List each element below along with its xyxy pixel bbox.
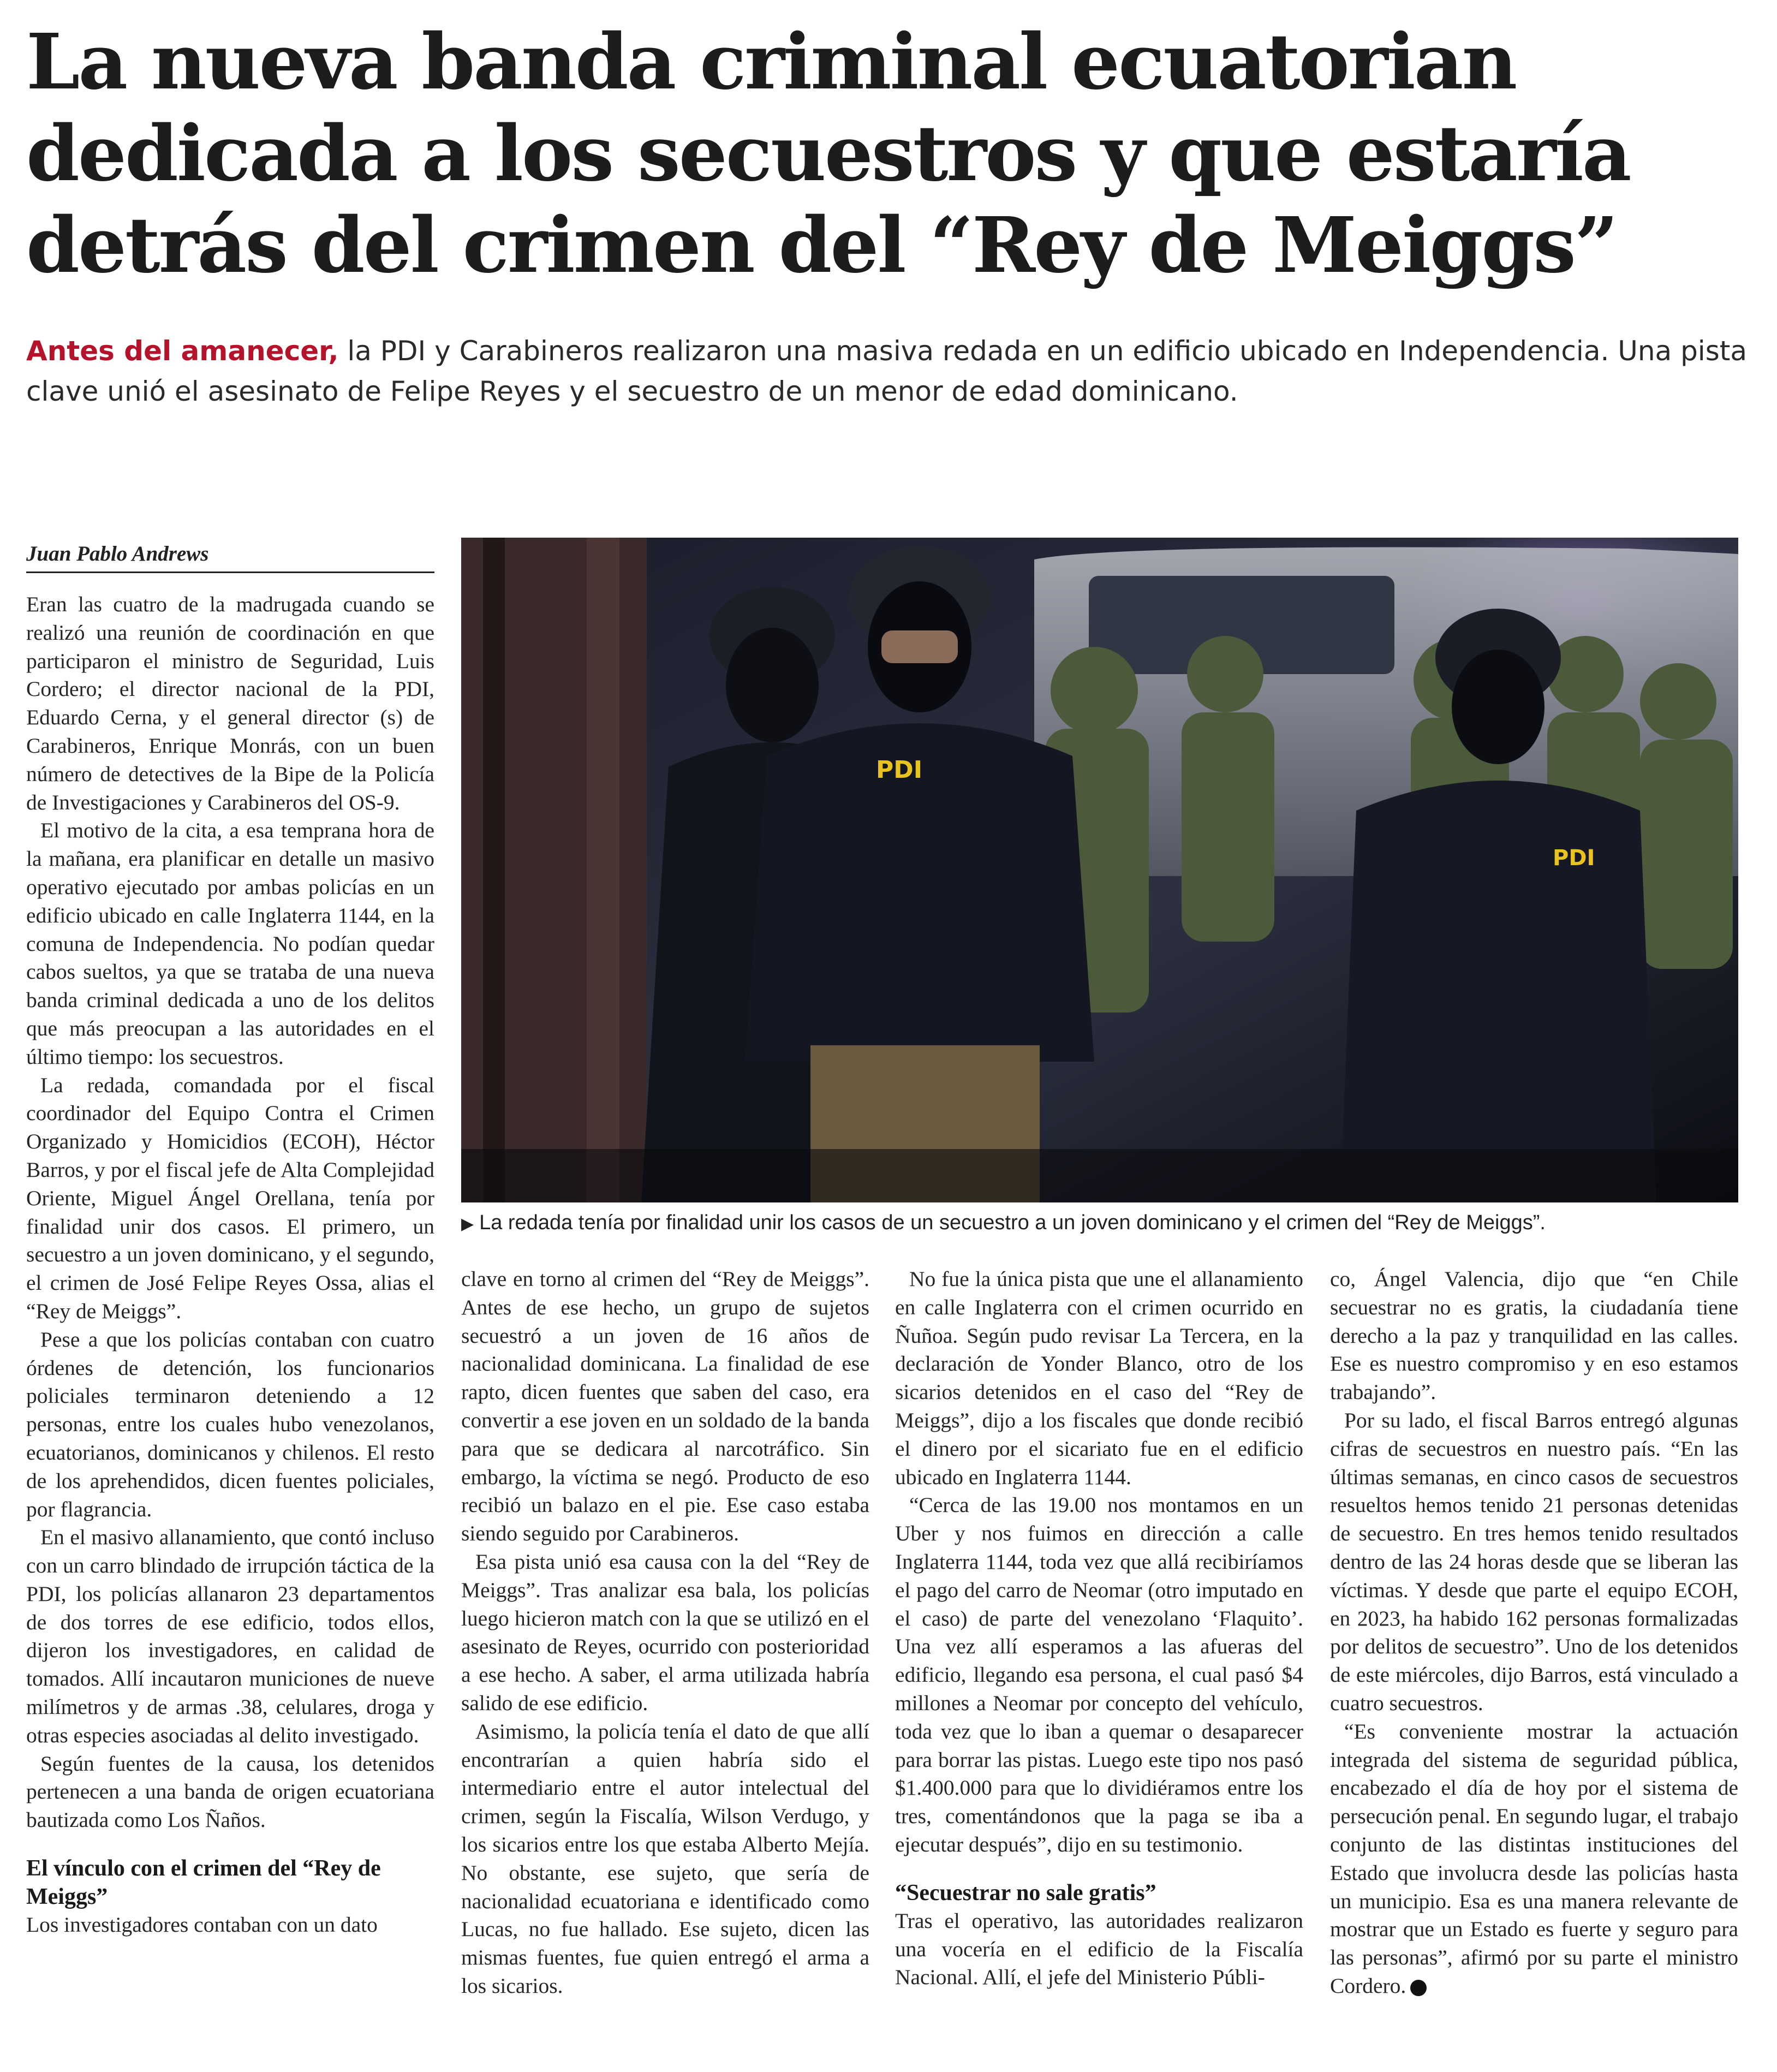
paragraph: Tras el operativo, las autoridades realizaron una vocería en el edificio de la Fiscalía Nacional. Allí, el jefe del Ministerio Públi- [895,1908,1303,1990]
byline: Juan Pablo Andrews [26,541,434,573]
paragraph: Esa pista unió esa causa con la del “Rey de Meiggs”. Tras analizar esa bala, los policías luego hicieron match con la que se utilizó en el asesinato de Reyes, ocurrido con posterioridad a ese hecho. A saber, el arma utilizada habría salido de ese edificio. [461,1549,869,1715]
paragraph: No fue la única pista que une el allanamiento en calle Inglaterra con el crimen ocurrido en Ñuñoa. Según pudo revisar La Tercera, en la declaración de Yonder Blanco, otro de los sicarios detenidos en el caso del “Rey de Meiggs”, dijo a los fiscales que donde recibió el dinero por el sicariato fue en el edificio ubicado en Inglaterra 1144. [895,1267,1303,1489]
headline: La nueva banda criminal ecuatorian dedicada a los secuestros y que estaría detrás del crimen del “Rey de Meiggs” [26,17,1630,290]
article-column-2 [461,1265,869,2000]
paragraph: El motivo de la cita, a esa temprana hora de la mañana, era planificar en detalle un masivo operativo ejecutado por ambas policías en un edificio ubicado en calle Inglaterra 1144, en la comuna de Independencia. No podían quedar cabos sueltos, ya que se trataba de una nueva banda criminal dedicada a uno de los delitos que más preocupan a las autoridades en el último tiempo: los secuestros. [26,818,434,1069]
dek [26,331,1751,412]
paragraph: clave en torno al crimen del “Rey de Meiggs”. Antes de ese hecho, un grupo de sujetos secuestró a un joven de 16 años de nacionalidad dominicana. La finalidad de ese rapto, dicen fuentes que saben del caso, era convertir a ese joven en un soldado de la banda para que se dedicara al narcotráfico. Sin embargo, la víctima se negó. Producto de eso recibió un balazo en el pie. Ese caso estaba siendo seguido por Carabineros. [461,1267,869,1546]
dek-text: la PDI y Carabineros realizaron una masiva redada en un edificio ubicado en Independencia. Una pista clave unió el asesinato de Felipe Reyes y el secuestro de un menor de edad dominicano. [26,335,1747,407]
paragraph: Asimismo, la policía tenía el dato de que allí encontrarían a quien habría sido el intermediario entre el autor intelectual del crimen, según la Fiscalía, Wilson Verdugo, y los sicarios entre los que estaba Alberto Mejía. No obstante, ese sujeto, que sería de nacionalidad ecuatoriana e identificado como Lucas, no fue hallado. Ese sujeto, dicen las mismas fuentes, fue quien entregó el arma a los sicarios. [461,1719,869,1998]
caption-arrow-icon: ▶ [461,1215,474,1233]
article-column-4 [1330,1265,1738,2000]
dek-lead: Antes del amanecer, [26,335,339,367]
police-raid-photo [461,538,1738,1202]
subheading: “Secuestrar no sale gratis” [895,1880,1156,1906]
paragraph: Eran las cuatro de la madrugada cuando se realizó una reunión de coordinación en que participaron el ministro de Seguridad, Luis Cordero; el director nacional de la PDI, Eduardo Cerna, y el general director (s) de Carabineros, Enrique Monrás, con un buen número de detectives de la Bipe de la Policía de Investigaciones y Carabineros del OS-9. [26,592,434,814]
article-column-1 [26,591,434,1939]
paragraph: La redada, comandada por el fiscal coordinador del Equipo Contra el Crimen Organizado y Homicidios (ECOH), Héctor Barros, y por el fiscal jefe de Alta Complejidad Oriente, Miguel Ángel Orellana, tenía por finalidad unir dos casos. El primero, un secuestro a un joven dominicano, y el segundo, el crimen de José Felipe Reyes Ossa, alias el “Rey de Meiggs”. [26,1073,434,1323]
paragraph: En el masivo allanamiento, que contó incluso con un carro blindado de irrupción táctica de la PDI, los policías allanaron 23 departamentos de dos torres de ese edificio, todos ellos, dijeron los investigadores, en calidad de tomados. Allí incautaron municiones de nueve milímetros y de armas .38, celulares, droga y otras especies asociadas al delito investigado. [26,1525,434,1747]
photo-caption [461,1208,1771,1239]
paragraph: Por su lado, el fiscal Barros entregó algunas cifras de secuestros en nuestro país. “En las últimas semanas, en cinco casos de secuestros resueltos hemos tenido 21 personas detenidas de secuestro. En tres hemos tenido resultados dentro de las 24 horas desde que se liberan las víctimas. Y desde que parte el equipo ECOH, en 2023, ha habido 162 personas formalizadas por delitos de secuestro”. Uno de los detenidos de este miércoles, dijo Barros, está vinculado a cuatro secuestros. [1330,1408,1738,1715]
paragraph: Los investigadores contaban con un dato [26,1913,378,1937]
paragraph-text: “Es conveniente mostrar la actuación integrada del sistema de seguridad pública, encabezado el día de hoy por el sistema de persecución penal. En segundo lugar, el trabajo conjunto de las distintas instituciones del Estado que involucra desde las policías hasta un municipio. Esa es una manera relevante de mostrar que un Estado es fuerte y seguro para las personas”, afirmó por su parte el ministro Cordero. [1330,1719,1738,1998]
news-photo [461,538,1738,1202]
paragraph [1330,1718,1738,2000]
article-column-3 [895,1265,1303,1992]
vest-label-right: PDI [1553,846,1595,871]
subheading: El vínculo con el crimen del “Rey de Meiggs” [26,1856,381,1910]
caption-text: La redada tenía por finalidad unir los casos de un secuestro a un joven dominicano y el crimen del “Rey de Meiggs”. [479,1211,1546,1234]
paragraph: Según fuentes de la causa, los detenidos pertenecen a una banda de origen ecuatoriana bautizada como Los Ñaños. [26,1751,434,1832]
paragraph: Pese a que los policías contaban con cuatro órdenes de detención, los funcionarios policiales terminaron deteniendo a 12 personas, entre los cuales hubo venezolanos, ecuatorianos, dominicanos y chilenos. El resto de los aprehendidos, dicen fuentes policiales, por flagrancia. [26,1327,434,1521]
vest-label-center: PDI [876,756,923,784]
paragraph: co, Ángel Valencia, dijo que “en Chile secuestrar no es gratis, la ciudadanía tiene derecho a la paz y tranquilidad en las calles. Ese es nuestro compromiso y en eso estamos trabajando”. [1330,1267,1738,1404]
paragraph: “Cerca de las 19.00 nos montamos en un Uber y nos fuimos en dirección a calle Inglaterra 1144, toda vez que allá recibiríamos el pago del carro de Neomar (otro imputado en el caso) de parte del venezolano ‘Flaquito’. Una vez allí esperamos a las afueras del edificio, llegando esa persona, el cual pasó $4 millones a Neomar por concepto del vehículo, toda vez que lo iban a quemar o desaparecer para borrar las pistas. Luego este tipo nos pasó $1.400.000 para que lo dividiéramos entre los tres, comentándonos que la paga se iba a ejecutar después”, dijo en su testimonio. [895,1493,1303,1856]
end-of-article-icon [1410,1980,1427,1996]
